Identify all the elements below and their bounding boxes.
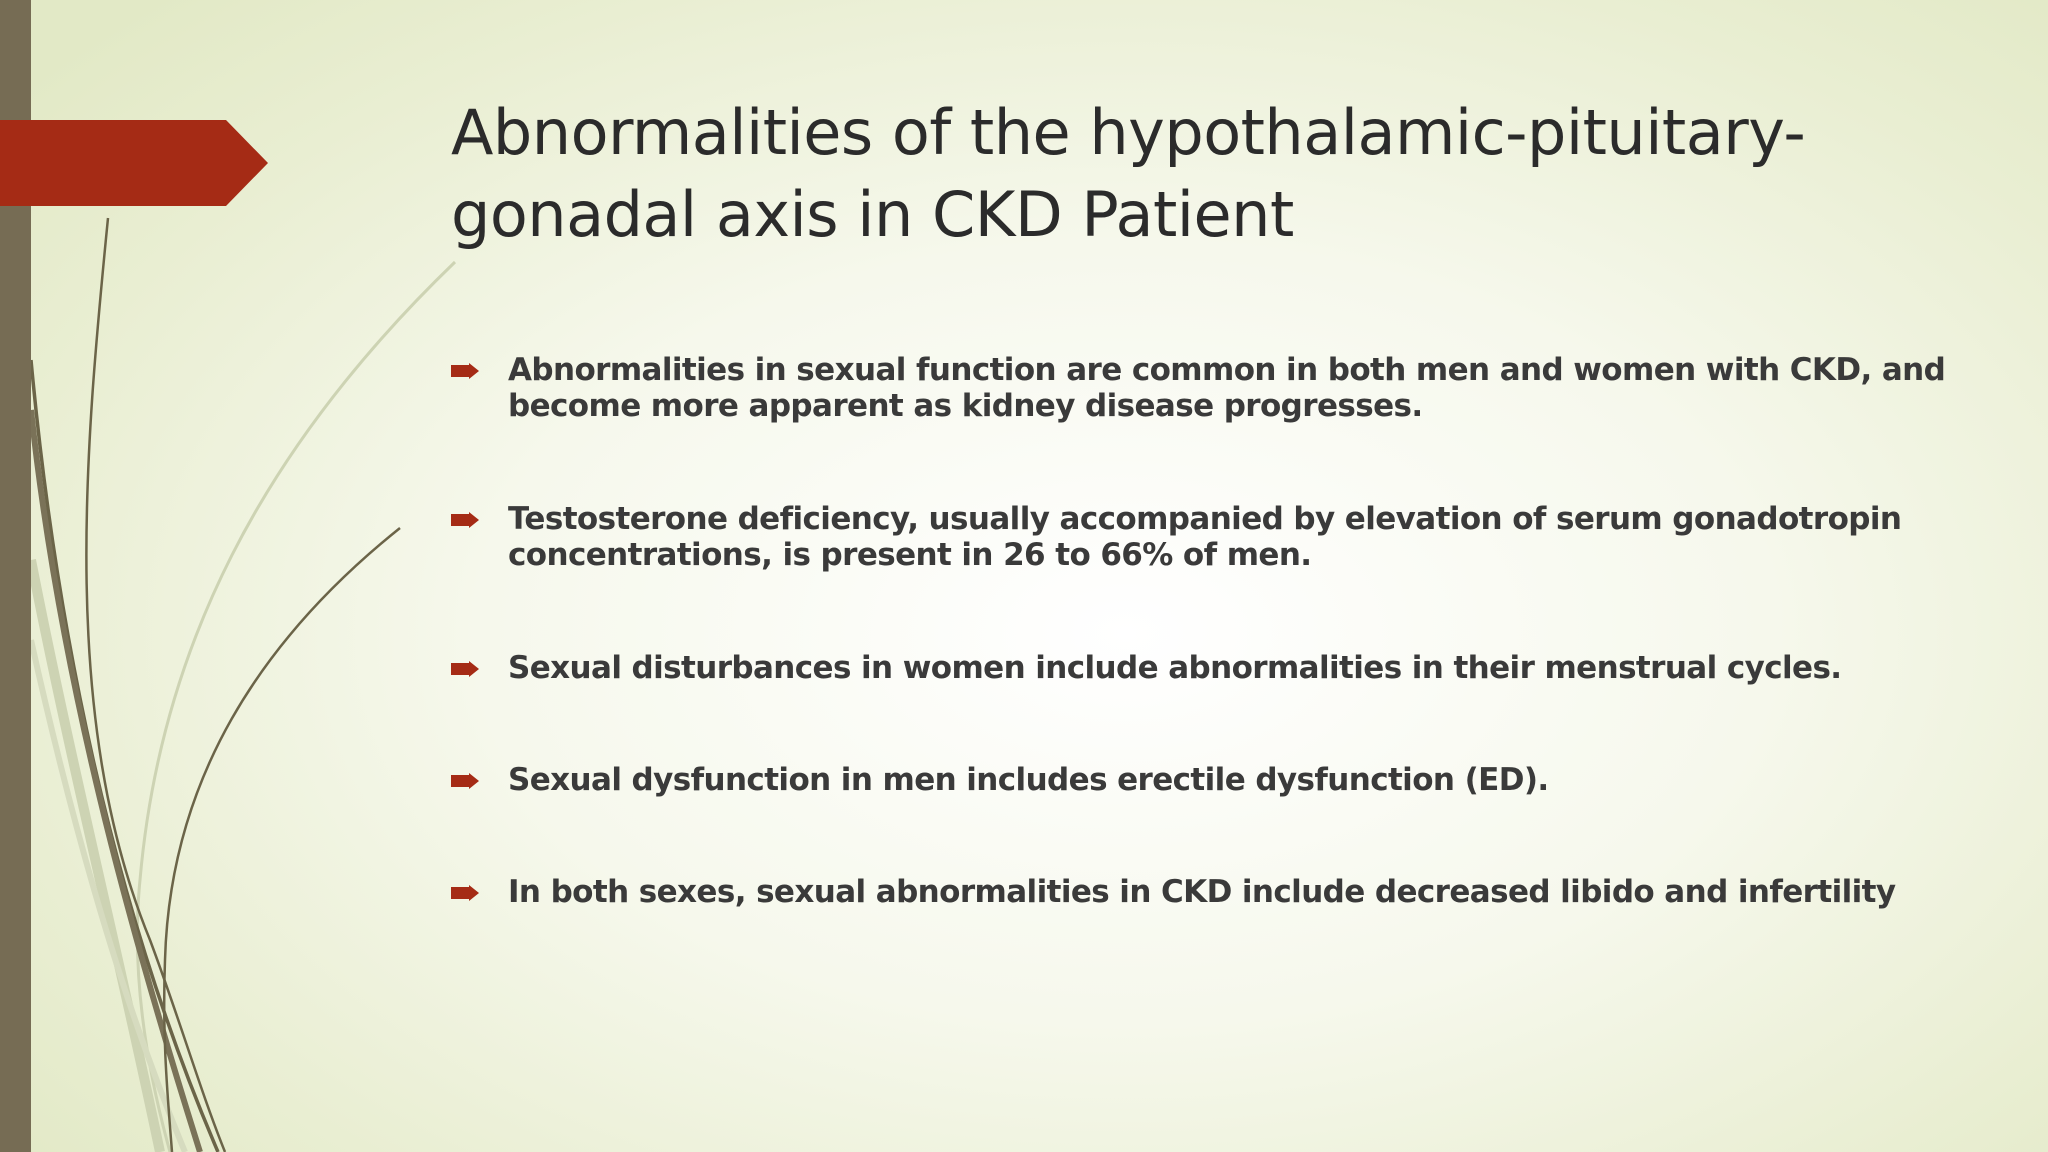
list-item <box>451 352 1971 424</box>
list-item <box>451 501 1971 573</box>
light-curve-2 <box>31 560 160 1152</box>
arrow-bullet-icon <box>451 363 479 379</box>
list-item <box>451 762 1971 798</box>
slide-title: Abnormalities of the hypothalamic-pituitary-gonadal axis in CKD Patient <box>451 96 1806 251</box>
light-curve-1 <box>137 262 455 1152</box>
bullet-list <box>451 352 1971 910</box>
bullet-text: Sexual disturbances in women include abnormalities in their menstrual cycles. <box>508 650 1842 686</box>
arrow-bullet-icon <box>451 512 479 528</box>
list-item <box>451 874 1971 910</box>
list-item <box>451 650 1971 686</box>
dark-curve-4 <box>164 528 400 1152</box>
bullet-text: Abnormalities in sexual function are common in both men and women with CKD, and become more apparent as kidney disease progresses. <box>508 352 1946 424</box>
bullet-text: Sexual dysfunction in men includes erectile dysfunction (ED). <box>508 762 1549 798</box>
arrow-bullet-icon <box>451 661 479 677</box>
bullet-text: Testosterone deficiency, usually accompanied by elevation of serum gonadotropin concentrations, is present in 26 to 66% of men. <box>508 501 1902 573</box>
pentagon-arrow-icon <box>0 120 270 206</box>
arrow-bullet-icon <box>451 773 479 789</box>
bullet-text: In both sexes, sexual abnormalities in CKD include decreased libido and infertility <box>508 874 1896 910</box>
arrow-bullet-icon <box>451 885 479 901</box>
